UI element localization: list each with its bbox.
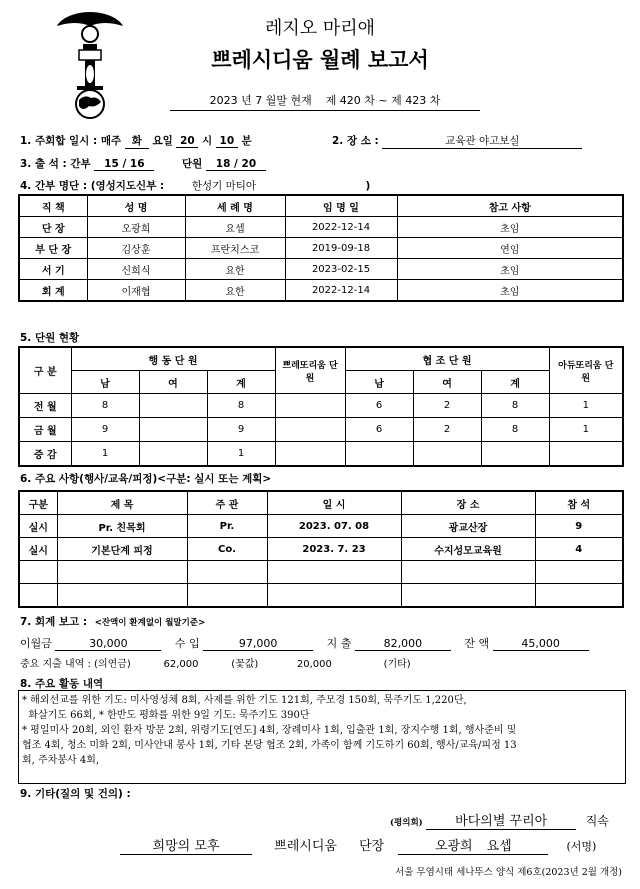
- cell: [535, 561, 623, 584]
- adjutorian-header: 아듀또리움 단 원: [549, 347, 623, 394]
- cell: 회 계: [19, 280, 87, 302]
- leader-sign-line: [398, 835, 548, 855]
- activities-label: 6. 주요 사항(행사/교육/피정)<구분: 실시 또는 계획>: [20, 473, 272, 485]
- cell: Pr.: [187, 515, 267, 538]
- officer-list-label: 4. 간부 명단 : (영성지도신부 :: [20, 180, 165, 192]
- finance-label-row: [20, 614, 205, 629]
- officer-attendance: 15 / 16: [94, 158, 154, 171]
- cell: 초임: [397, 259, 623, 280]
- sub-header: 계: [481, 371, 549, 394]
- leader-baptism: 요셉: [486, 839, 512, 854]
- income-amount: 97,000: [203, 637, 313, 651]
- cell: 8: [481, 394, 549, 418]
- active-members-header: 행 동 단 원: [71, 347, 275, 371]
- cell: [535, 584, 623, 608]
- cell: 2022-12-14: [285, 280, 397, 302]
- carry-amount: 30,000: [55, 637, 161, 651]
- cell: [57, 561, 187, 584]
- cell: Pr. 친목회: [57, 515, 187, 538]
- cell: [267, 584, 401, 608]
- signature-row: [120, 835, 596, 855]
- cell: 실시: [19, 515, 57, 538]
- report-title: 쁘레시디움 월례 보고서: [211, 47, 429, 72]
- cell: [401, 561, 535, 584]
- col-header: 참 석: [535, 491, 623, 515]
- cell: 8: [71, 394, 139, 418]
- cell: [275, 418, 345, 442]
- cell: 2: [413, 418, 481, 442]
- col-header: 임 명 일: [285, 195, 397, 217]
- curia-name: 바다의별 꾸리아: [426, 810, 576, 830]
- officer-table: [18, 194, 624, 302]
- col-header: 제 목: [57, 491, 187, 515]
- place-label: 2. 장 소 :: [332, 135, 379, 147]
- meeting-time-row: [20, 133, 252, 149]
- col-header: 장 소: [401, 491, 535, 515]
- cell: 9: [207, 418, 275, 442]
- cell: 요한: [185, 280, 285, 302]
- table-row: [19, 238, 623, 259]
- cell: [345, 442, 413, 467]
- cell: 1: [549, 394, 623, 418]
- table-row: [19, 584, 623, 608]
- flower-amount: 20,000: [296, 659, 332, 670]
- day-suffix: 요일: [152, 135, 173, 147]
- cell: 2023-02-15: [285, 259, 397, 280]
- cell: 8: [207, 394, 275, 418]
- income-label: 수 입: [174, 637, 200, 650]
- cell: 초임: [397, 280, 623, 302]
- balance-label: 잔 액: [464, 637, 490, 650]
- cell: 9: [535, 515, 623, 538]
- praesidium-label: 쁘레시디움: [274, 839, 337, 854]
- cell: [139, 442, 207, 467]
- finance-note: <잔액이 환계없이 월말기준>: [94, 618, 206, 628]
- member-attendance: 18 / 20: [206, 158, 266, 171]
- cell: 연임: [397, 238, 623, 259]
- report-period: 2023 년 7 월말 현재 제 420 차 ~ 제 423 차: [170, 92, 480, 111]
- cell: 오광희: [87, 217, 185, 238]
- meeting-label: 1. 주회합 일시 : 매주: [20, 135, 122, 147]
- other-label: 9. 기타(질의 및 건의) :: [20, 788, 131, 800]
- members-label: 단원: [182, 158, 203, 170]
- etc-label: (기타): [383, 659, 411, 670]
- activity-record-box: [18, 690, 626, 784]
- cell: 2023. 7. 23: [267, 538, 401, 561]
- cell: 6: [345, 418, 413, 442]
- expense-label: 지 출: [326, 637, 352, 650]
- form-number: 서울 무염시태 세나뚜스 양식 제6호(2023년 2월 개정): [395, 867, 622, 878]
- cell: 1: [71, 442, 139, 467]
- activity-line: * 평일미사 20회, 외인 환자 방문 2회, 위령기도[연도] 4회, 장례미사 1회, 입출관 1회, 장지수행 1회, 행사준비 및: [22, 725, 517, 736]
- cell: 프란치스코: [185, 238, 285, 259]
- cell: 수지성모교육원: [401, 538, 535, 561]
- cell: 초임: [397, 217, 623, 238]
- col-header: 성 명: [87, 195, 185, 217]
- auxiliary-header: 협 조 단 원: [345, 347, 549, 371]
- minute-suffix: 분: [241, 135, 252, 147]
- cell: [187, 584, 267, 608]
- cell: 4: [535, 538, 623, 561]
- expense-amount: 82,000: [355, 637, 451, 651]
- cell: 요셉: [185, 217, 285, 238]
- cell: [401, 584, 535, 608]
- table-row: [19, 538, 623, 561]
- cell: [139, 418, 207, 442]
- cell: 신희식: [87, 259, 185, 280]
- cell: 부 단 장: [19, 238, 87, 259]
- cell: 요한: [185, 259, 285, 280]
- curia-row: [390, 810, 609, 830]
- hour-suffix: 시: [202, 135, 213, 147]
- sub-header: 계: [207, 371, 275, 394]
- meeting-place: 교육관 야고보실: [382, 133, 582, 149]
- activity-record-label: 8. 주요 활동 내역: [20, 678, 104, 690]
- membership-label: 5. 단원 현황: [20, 332, 80, 344]
- cell: 9: [71, 418, 139, 442]
- balance-amount: 45,000: [493, 637, 589, 651]
- finance-label: 7. 회계 보고 :: [20, 616, 88, 628]
- cell: [275, 442, 345, 467]
- attendance-label: 3. 출 석 : 간부: [20, 158, 91, 170]
- cell: 2: [413, 394, 481, 418]
- direct-label: 직속: [585, 814, 609, 828]
- cell: 김상훈: [87, 238, 185, 259]
- table-row: [19, 217, 623, 238]
- cell: Co.: [187, 538, 267, 561]
- table-row: [19, 418, 623, 442]
- cell: [413, 442, 481, 467]
- leader-name: 오광희: [434, 839, 473, 854]
- cell: 이재협: [87, 280, 185, 302]
- cell: 단 장: [19, 217, 87, 238]
- flower-label: (꽃값): [231, 659, 259, 670]
- cell: 2022-12-14: [285, 217, 397, 238]
- row-label: 전 월: [19, 394, 71, 418]
- finance-row: [20, 635, 620, 651]
- cell: [19, 584, 57, 608]
- sub-header: 여: [413, 371, 481, 394]
- sub-header: 남: [345, 371, 413, 394]
- place-row: [332, 133, 582, 149]
- table-row: [19, 515, 623, 538]
- cell: [139, 394, 207, 418]
- donation-amount: 62,000: [163, 659, 199, 670]
- cell: 광교산장: [401, 515, 535, 538]
- membership-table: [18, 346, 624, 467]
- spiritual-director: 한성기 마티아: [191, 180, 257, 192]
- gubun-header: 구 분: [19, 347, 71, 394]
- row-label: 금 월: [19, 418, 71, 442]
- cell: [481, 442, 549, 467]
- officer-list-row: [20, 178, 370, 193]
- meeting-hour: 20: [176, 135, 198, 148]
- table-row: [19, 442, 623, 467]
- activities-table: [18, 490, 624, 608]
- table-row: [19, 561, 623, 584]
- cell: 서 기: [19, 259, 87, 280]
- table-row: [19, 259, 623, 280]
- carry-label: 이월금: [20, 637, 52, 650]
- director-close: ): [365, 180, 371, 192]
- col-header: 참고 사항: [397, 195, 623, 217]
- cell: [549, 442, 623, 467]
- cell: 2019-09-18: [285, 238, 397, 259]
- sign-label: (서명): [566, 840, 597, 853]
- cell: [275, 394, 345, 418]
- praesidium-name: 희망의 모후: [120, 835, 252, 855]
- activity-line: 협조 4회, 청소 미화 2회, 미사안내 봉사 1회, 기타 본당 협조 2회, 가족이 함께 기도하기 60회, 행사/교육/피정 13: [22, 740, 517, 751]
- activity-line: 회, 주차봉사 4회,: [22, 755, 100, 766]
- col-header: 일 시: [267, 491, 401, 515]
- cell: [187, 561, 267, 584]
- major-expense-row: [20, 655, 411, 670]
- table-row: [19, 280, 623, 302]
- cell: [57, 584, 187, 608]
- table-row: [19, 394, 623, 418]
- cell: 2023. 07. 08: [267, 515, 401, 538]
- meeting-day: 화: [125, 133, 149, 149]
- major-expense-label: 중요 지출 내역 : (의연금): [20, 659, 131, 670]
- cell: [19, 561, 57, 584]
- cell: 기본단계 피정: [57, 538, 187, 561]
- col-header: 직 책: [19, 195, 87, 217]
- activity-line: 화살기도 66회, * 한반도 평화를 위한 9일 기도: 묵주기도 390단: [22, 710, 310, 721]
- praetorian-header: 쁘레또리움 단 원: [275, 347, 345, 394]
- attendance-row: [20, 156, 266, 171]
- cell: 실시: [19, 538, 57, 561]
- cell: 1: [207, 442, 275, 467]
- activity-line: * 해외선교를 위한 기도: 미사영성체 8회, 사제를 위한 기도 121회, 주모경 150회, 묵주기도 1,220단,: [22, 695, 467, 706]
- cell: 6: [345, 394, 413, 418]
- col-header: 세 례 명: [185, 195, 285, 217]
- curia-tag: (평의회): [390, 818, 423, 828]
- cell: [267, 561, 401, 584]
- col-header: 주 관: [187, 491, 267, 515]
- sub-header: 남: [71, 371, 139, 394]
- leader-label: 단장: [359, 839, 385, 854]
- cell: 8: [481, 418, 549, 442]
- meeting-minute: 10: [216, 135, 238, 148]
- row-label: 증 감: [19, 442, 71, 467]
- cell: 1: [549, 418, 623, 442]
- sub-header: 여: [139, 371, 207, 394]
- col-header: 구분: [19, 491, 57, 515]
- org-name: 레지오 마리애: [264, 18, 376, 39]
